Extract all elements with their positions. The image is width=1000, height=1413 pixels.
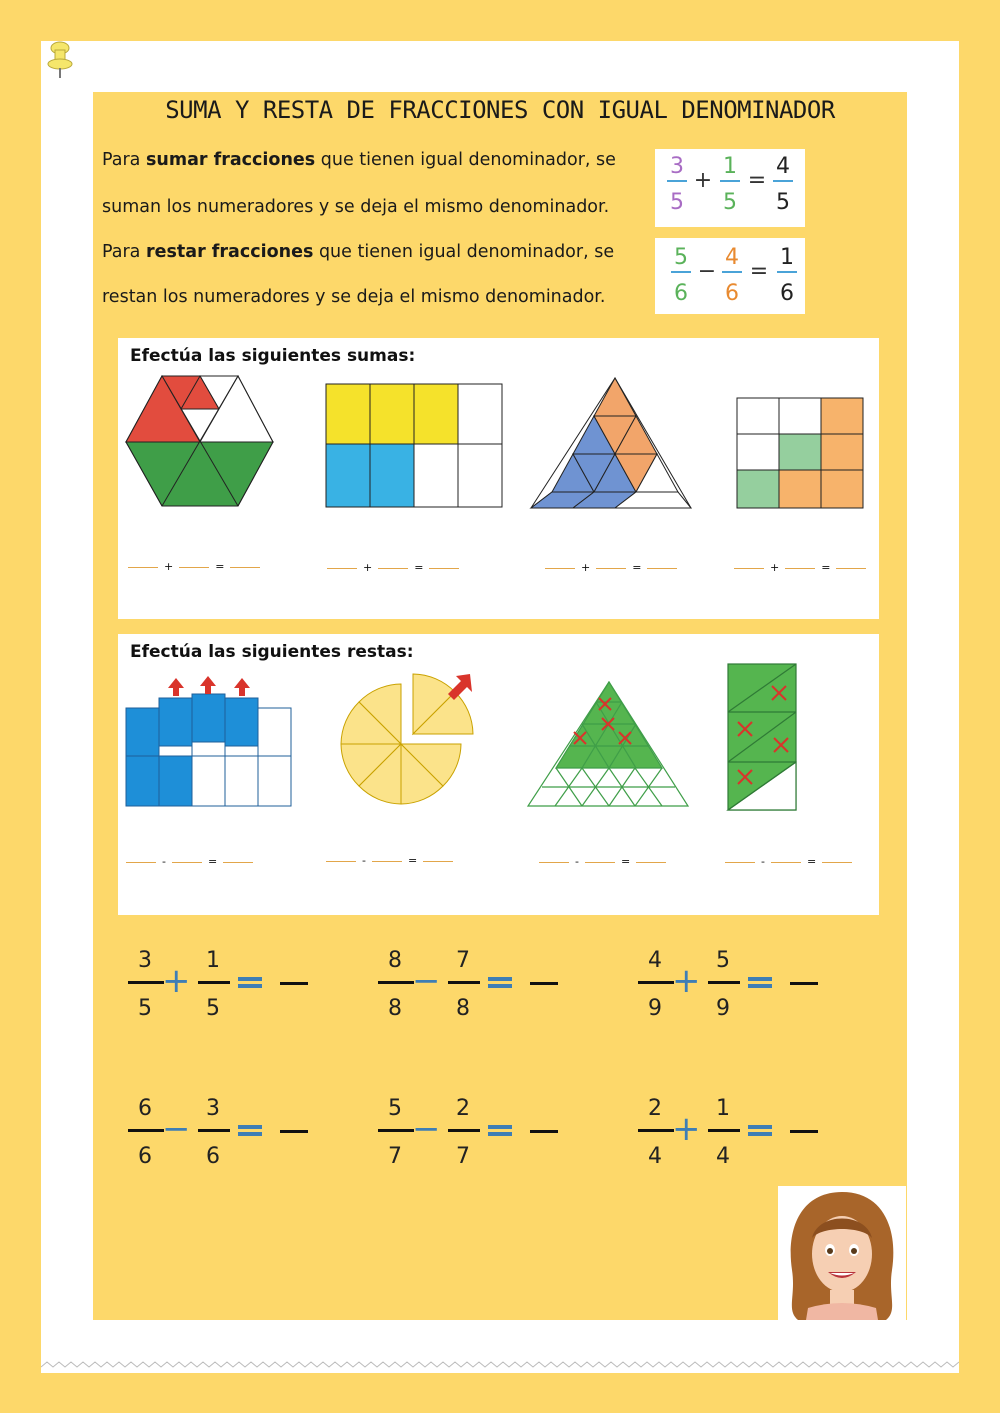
operator-sign: +: [672, 961, 701, 1001]
sub-answer-2[interactable]: - =: [320, 854, 459, 867]
sub-answer-3[interactable]: - =: [533, 855, 672, 868]
denominator-1: 8: [388, 996, 402, 1021]
denominator-1: 7: [388, 1144, 402, 1169]
page-title: SUMA Y RESTA DE FRACCIONES CON IGUAL DENOMINADOR: [165, 96, 835, 124]
sum-example: [655, 149, 805, 227]
sumas-box: [118, 338, 879, 619]
sub-example-d2: 6: [725, 281, 739, 306]
numerator-2: 1: [716, 1096, 730, 1121]
sub-answer-1[interactable]: - =: [120, 855, 259, 868]
fraction-bar: [378, 981, 414, 984]
equals-sign: [238, 1124, 262, 1138]
equals-sign: [488, 976, 512, 990]
restas-title: Efectúa las siguientes restas:: [130, 642, 414, 662]
rectangle-figure: [326, 384, 502, 507]
equals-sign: [748, 976, 772, 990]
sub-example-n1: 5: [674, 245, 688, 270]
numerator-2: 2: [456, 1096, 470, 1121]
denominator-1: 9: [648, 996, 662, 1021]
sum-example-n2: 1: [723, 154, 737, 179]
sub-example-d3: 6: [780, 281, 794, 306]
operator-sign: −: [412, 961, 441, 1001]
arrow-diagonal-icon: [448, 674, 472, 700]
restas-box: [118, 634, 879, 915]
numerator-2: 5: [716, 948, 730, 973]
fraction-bar: [708, 1129, 740, 1132]
denominator-2: 8: [456, 996, 470, 1021]
sum-example-n1: 3: [670, 154, 684, 179]
fraction-bar: [128, 1129, 164, 1132]
fraction-bar: [198, 1129, 230, 1132]
fraction-bar: [708, 981, 740, 984]
numerator-1: 3: [138, 948, 152, 973]
sub-example: [655, 238, 805, 314]
answer-blank[interactable]: [280, 982, 308, 985]
numerator-2: 7: [456, 948, 470, 973]
numerator-1: 2: [648, 1096, 662, 1121]
fraction-bar: [448, 1129, 480, 1132]
numerator-2: 3: [206, 1096, 220, 1121]
numerator-1: 8: [388, 948, 402, 973]
sum-example-n3: 4: [776, 154, 790, 179]
fraction-bar: [378, 1129, 414, 1132]
sum-example-d2: 5: [723, 190, 737, 215]
arrow-up-icon: [168, 676, 250, 696]
sum-rule-line2: suman los numeradores y se deja el mismo denominador.: [102, 197, 610, 217]
sumas-figures: [118, 338, 879, 619]
fraction-bar: [198, 981, 230, 984]
denominator-1: 4: [648, 1144, 662, 1169]
operator-sign: −: [162, 1109, 191, 1149]
operator-sign: −: [412, 1109, 441, 1149]
sub-rule-line1: Para restar fracciones que tienen igual denominador, se: [102, 242, 615, 262]
answer-blank[interactable]: [530, 1130, 558, 1133]
fraction-bar: [638, 981, 674, 984]
fraction-bar: [638, 1129, 674, 1132]
fraction-bar: [128, 981, 164, 984]
sub-example-op: −: [697, 259, 717, 284]
sumas-title: Efectúa las siguientes sumas:: [130, 346, 416, 366]
hexagon-figure: [126, 376, 273, 506]
sum-answer-1[interactable]: + =: [122, 560, 266, 573]
sub-example-d1: 6: [674, 281, 688, 306]
sum-answer-3[interactable]: + =: [539, 561, 683, 574]
pushpin-icon: [46, 40, 76, 80]
sum-example-eq: =: [747, 168, 767, 193]
sub-answer-4[interactable]: - =: [719, 855, 858, 868]
denominator-2: 4: [716, 1144, 730, 1169]
sum-answer-4[interactable]: + =: [728, 561, 872, 574]
triangle-figure: [531, 378, 691, 508]
sum-example-d1: 5: [670, 190, 684, 215]
teacher-avatar: [778, 1186, 906, 1320]
denominator-1: 5: [138, 996, 152, 1021]
operator-sign: +: [672, 1109, 701, 1149]
denominator-1: 6: [138, 1144, 152, 1169]
square-figure: [737, 398, 863, 508]
torn-edge: [41, 1360, 959, 1374]
denominator-2: 5: [206, 996, 220, 1021]
operator-sign: +: [162, 961, 191, 1001]
equals-sign: [488, 1124, 512, 1138]
answer-blank[interactable]: [530, 982, 558, 985]
bar-figure: [126, 694, 291, 806]
equals-sign: [748, 1124, 772, 1138]
sum-rule-line1: Para sumar fracciones que tienen igual denominador, se: [102, 150, 616, 170]
denominator-2: 9: [716, 996, 730, 1021]
sub-example-n2: 4: [725, 245, 739, 270]
sub-example-eq: =: [749, 259, 769, 284]
numerator-1: 5: [388, 1096, 402, 1121]
sum-answer-2[interactable]: + =: [321, 561, 465, 574]
numerator-1: 6: [138, 1096, 152, 1121]
sub-rule-line2: restan los numeradores y se deja el mismo denominador.: [102, 287, 606, 307]
sub-example-n3: 1: [780, 245, 794, 270]
answer-blank[interactable]: [280, 1130, 308, 1133]
numerator-1: 4: [648, 948, 662, 973]
restas-figures: [118, 634, 879, 915]
fraction-bar: [448, 981, 480, 984]
numerator-2: 1: [206, 948, 220, 973]
equals-sign: [238, 976, 262, 990]
sum-example-op: +: [693, 168, 713, 193]
sum-example-d3: 5: [776, 190, 790, 215]
answer-blank[interactable]: [790, 982, 818, 985]
answer-blank[interactable]: [790, 1130, 818, 1133]
denominator-2: 7: [456, 1144, 470, 1169]
denominator-2: 6: [206, 1144, 220, 1169]
